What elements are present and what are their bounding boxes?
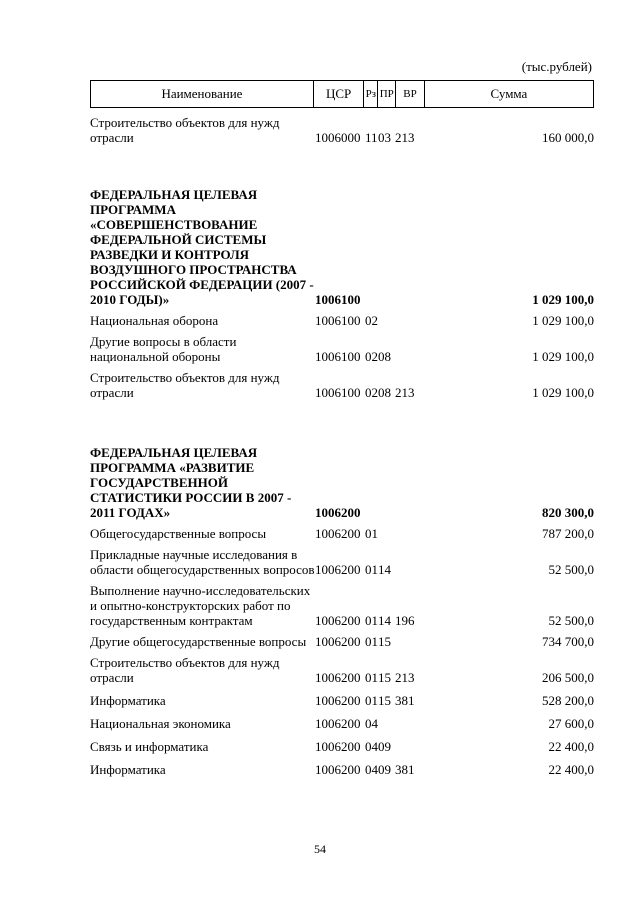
row-name: Информатика [90, 762, 166, 777]
row-pr: 15 [378, 670, 391, 685]
table-row [90, 307, 594, 328]
row-pr: 09 [378, 762, 391, 777]
row-csr: 1006200 [315, 670, 361, 685]
row-sum: 787 200,0 [542, 526, 594, 541]
row-name: Строительство объектов для нужд отрасли [90, 655, 280, 685]
row-sum: 27 600,0 [548, 716, 594, 731]
row-name: ФЕДЕРАЛЬНАЯ ЦЕЛЕВАЯ ПРОГРАММА «РАЗВИТИЕ ГОСУДАРСТВЕННОЙ СТАТИСТИКИ РОССИИ В 2007 - 2011 ГОДАХ» [90, 445, 292, 520]
table-row [90, 649, 594, 685]
row-sum: 1 029 100,0 [532, 313, 594, 328]
row-rz: 04 [365, 716, 378, 731]
row-name: Общегосударственные вопросы [90, 526, 267, 541]
row-sum: 52 500,0 [548, 562, 594, 577]
header-vr: ВР [396, 81, 425, 108]
table-row [90, 685, 594, 708]
row-csr: 1006200 [315, 634, 361, 649]
row-pr [378, 708, 395, 731]
row-sum: 528 200,0 [542, 693, 594, 708]
row-rz: 02 [365, 349, 378, 364]
row-name: Строительство объектов для нужд отрасли [90, 370, 280, 400]
row-vr [395, 628, 423, 649]
row-vr [395, 731, 423, 754]
row-csr: 1006200 [315, 613, 361, 628]
table-row [90, 708, 594, 731]
row-sum: 206 500,0 [542, 670, 594, 685]
row-pr: 15 [378, 634, 391, 649]
row-pr [378, 520, 395, 541]
table-row [90, 520, 594, 541]
row-vr: 213 [395, 670, 415, 685]
row-sum: 734 700,0 [542, 634, 594, 649]
table-header [90, 80, 594, 108]
row-csr: 1006200 [315, 526, 361, 541]
row-sum: 22 400,0 [548, 762, 594, 777]
row-pr [378, 145, 395, 307]
row-pr [378, 307, 395, 328]
row-vr [395, 400, 423, 520]
table-row-program [90, 145, 594, 307]
row-name: Национальная оборона [90, 313, 219, 328]
row-rz: 02 [365, 313, 378, 328]
row-csr: 1006200 [315, 562, 361, 577]
table-row [90, 541, 594, 577]
header-pr: ПР [378, 81, 396, 108]
row-pr: 15 [378, 693, 391, 708]
header-name: Наименование [91, 81, 314, 108]
row-rz: 01 [365, 670, 378, 685]
row-sum: 1 029 100,0 [532, 385, 594, 400]
row-vr [395, 328, 423, 364]
row-rz: 01 [365, 613, 378, 628]
row-csr: 1006100 [315, 292, 361, 307]
table-row [90, 364, 594, 400]
row-rz: 04 [365, 762, 378, 777]
row-name: ФЕДЕРАЛЬНАЯ ЦЕЛЕВАЯ ПРОГРАММА «СОВЕРШЕНСТВОВАНИЕ ФЕДЕРАЛЬНОЙ СИСТЕМЫ РАЗВЕДКИ И КОНТРОЛЯ ВОЗДУШНОГО ПРОСТРАНСТВА РОССИЙСКОЙ ФЕДЕРАЦИИ (2007 - 2010 ГОДЫ)» [90, 187, 314, 307]
row-csr: 1006000 [315, 130, 361, 145]
header-csr: ЦСР [313, 81, 363, 108]
row-csr: 1006200 [315, 693, 361, 708]
header-sum: Сумма [424, 81, 593, 108]
table-row [90, 754, 594, 777]
row-name: Другие общегосударственные вопросы [90, 634, 307, 649]
row-csr: 1006200 [315, 505, 361, 520]
row-vr [395, 541, 423, 577]
table-row [90, 628, 594, 649]
row-sum: 160 000,0 [542, 130, 594, 145]
units-note: (тыс.рублей) [521, 59, 592, 74]
row-rz: 01 [365, 634, 378, 649]
row-csr: 1006100 [315, 313, 361, 328]
row-pr [378, 400, 395, 520]
table-row [90, 328, 594, 364]
row-pr: 09 [378, 739, 391, 754]
table-row [90, 577, 594, 628]
row-rz: 11 [365, 130, 378, 145]
row-sum: 52 500,0 [548, 613, 594, 628]
row-vr: 381 [395, 693, 415, 708]
row-name: Национальная экономика [90, 716, 231, 731]
row-vr [395, 520, 423, 541]
row-csr: 1006200 [315, 716, 361, 731]
row-sum: 820 300,0 [542, 505, 594, 520]
row-vr: 213 [395, 130, 415, 145]
row-name: Выполнение научно-исследовательских и опытно-конструкторских работ по государственным контрактам [90, 583, 311, 628]
page-number: 54 [314, 842, 326, 856]
table-row [90, 731, 594, 754]
row-name: Другие вопросы в области национальной обороны [90, 334, 237, 364]
row-csr: 1006200 [315, 739, 361, 754]
header-rz: Рз [364, 81, 378, 108]
row-rz: 01 [365, 526, 378, 541]
row-name: Прикладные научные исследования в области общегосударственных вопросов [90, 547, 315, 577]
row-vr [395, 145, 423, 307]
row-sum: 22 400,0 [548, 739, 594, 754]
row-rz: 04 [365, 739, 378, 754]
row-vr: 381 [395, 762, 415, 777]
row-csr: 1006100 [315, 349, 361, 364]
row-sum: 1 029 100,0 [532, 349, 594, 364]
row-sum: 1 029 100,0 [532, 292, 594, 307]
row-pr: 08 [378, 385, 391, 400]
row-vr: 213 [395, 385, 415, 400]
row-pr: 14 [378, 562, 391, 577]
row-name: Информатика [90, 693, 166, 708]
budget-table [90, 115, 594, 777]
row-rz: 01 [365, 562, 378, 577]
row-vr [395, 708, 423, 731]
row-pr: 14 [378, 613, 391, 628]
row-pr: 03 [378, 130, 391, 145]
table-row-program [90, 400, 594, 520]
row-rz [365, 400, 378, 520]
row-name: Строительство объектов для нужд отрасли [90, 115, 280, 145]
row-name: Связь и информатика [90, 739, 209, 754]
row-rz: 02 [365, 385, 378, 400]
row-vr: 196 [395, 613, 415, 628]
row-rz [365, 145, 378, 307]
table-row [90, 115, 594, 145]
row-vr [395, 307, 423, 328]
row-csr: 1006200 [315, 762, 361, 777]
row-pr: 08 [378, 349, 391, 364]
row-csr: 1006100 [315, 385, 361, 400]
row-rz: 01 [365, 693, 378, 708]
